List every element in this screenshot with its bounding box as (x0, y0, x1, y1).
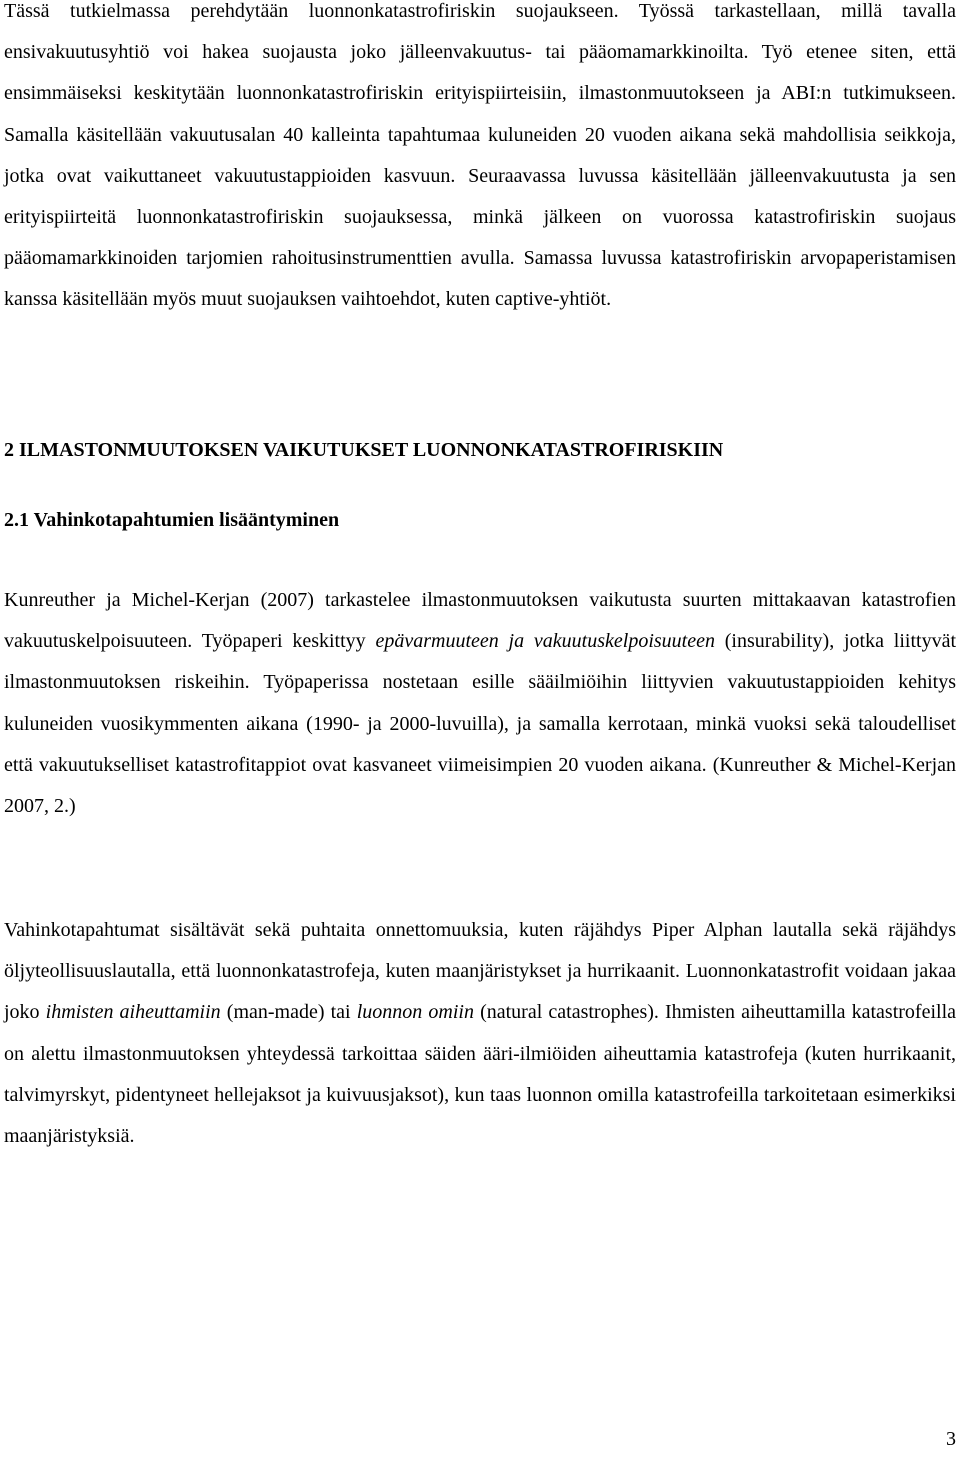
intro-paragraph: Tässä tutkielmassa perehdytään luonnonkatastrofiriskin suojaukseen. Työssä tarkastellaan, millä tavalla ensivakuutusyhtiö voi hakea suojausta joko jälleenvakuutus- tai pääomamarkkinoilta. Työ etenee siten, että ensimmäiseksi keskitytään luonnonkatastrofiriskin erityispiirteisiin, ilmastonmuutokseen ja ABI:n tutkimukseen. Samalla käsitellään vakuutusalan 40 kalleinta tapahtumaa kuluneiden 20 vuoden aikana sekä mahdollisia seikkoja, jotka ovat vaikuttaneet vakuutustappioiden kasvuun. Seuraavassa luvussa käsitellään jälleenvakuutusta ja sen erityispiirteitä luonnonkatastrofiriskin suojauksessa, minkä jälkeen on vuorossa katastrofiriskin suojaus pääomamarkkinoiden tarjomien rahoitusinstrumenttien avulla. Samassa luvussa katastrofiriskin arvopaperistamisen kanssa käsitellään myös muut suojauksen vaihtoehdot, kuten captive-yhtiöt. (4, 0, 956, 311)
document-page (4, 0, 956, 1457)
section-paragraph-2-italic-a: ihmisten aiheuttamiin (45, 1001, 221, 1024)
chapter-heading: 2 ILMASTONMUUTOKSEN VAIKUTUKSET LUONNONKATASTROFIRISKIIN (4, 439, 724, 461)
section-paragraph-1-italic-a: epävarmuuteen ja vakuutuskelpoisuuteen (375, 630, 715, 653)
section-paragraph-1 (4, 580, 956, 827)
section-paragraph-1-text-b: (insurability), jotka liittyvät ilmastonmuutoksen riskeihin. Työpaperissa nostetaan esille sääilmiöihin liittyvien vakuutustappioiden kehitys kuluneiden vuosikymmenten aikana (1990- ja 2000-luvuilla), ja samalla kerrotaan, minkä vuoksi sekä taloudelliset että vakuutukselliset katastrofitappiot ovat kasvaneet viimeisimpien 20 vuoden aikana. (Kunreuther & Michel-Kerjan 2007, 2.) (4, 630, 956, 818)
page-number: 3 (946, 1428, 956, 1450)
section-paragraph-2-text-c: (natural catastrophes). Ihmisten aiheuttamilla katastrofeilla on alettu ilmastonmuutoksen yhteydessä tarkoittaa säiden ääri-ilmiöiden aiheuttamia katastrofeja (kuten hurrikaanit, talvimyrskyt, pidentyneet hellejaksot ja kuivuusjaksot), kun taas luonnon omilla katastrofeilla tarkoitetaan esimerkiksi maanjäristyksiä. (4, 1001, 957, 1148)
section-paragraph-2 (4, 910, 956, 1157)
section-paragraph-1-text-a: Kunreuther ja Michel-Kerjan (2007) tarkastelee ilmastonmuutoksen vaikutusta suurten mittakaavan katastrofien vakuutuskelpoisuuteen. Työpaperi keskittyy (4, 589, 956, 653)
section-paragraph-2-text-b: (man-made) tai (220, 1001, 357, 1024)
section-heading: 2.1 Vahinkotapahtumien lisääntyminen (4, 509, 340, 531)
section-paragraph-2-text-a: Vahinkotapahtumat sisältävät sekä puhtaita onnettomuuksia, kuten räjähdys Piper Alphan lautalla sekä räjähdys öljyteollisuuslautalla, että luonnonkatastrofeja, kuten maanjäristykset ja hurrikaanit. Luonnonkatastrofit voidaan jakaa joko (4, 919, 956, 1024)
section-paragraph-2-italic-b: luonnon omiin (356, 1001, 474, 1024)
